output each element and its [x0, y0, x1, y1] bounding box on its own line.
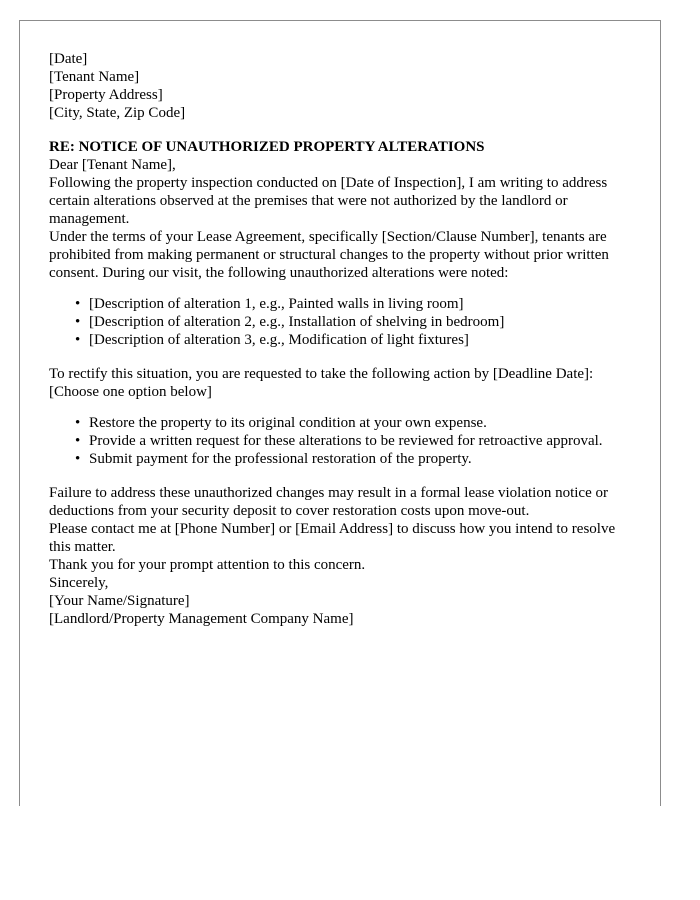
closing: Sincerely,	[49, 575, 109, 591]
list-item	[75, 450, 635, 468]
option-text: Provide a written request for these alterations to be reviewed for retroactive approval.	[89, 433, 603, 449]
list-item	[75, 414, 635, 432]
letter-body	[49, 50, 635, 628]
list-item	[75, 432, 635, 450]
letter-page	[19, 20, 661, 806]
option-text: Restore the property to its original condition at your own expense.	[89, 415, 487, 431]
recipient-city-state-zip: [City, State, Zip Code]	[49, 105, 186, 121]
bullet-icon: •	[75, 296, 81, 312]
list-item	[75, 331, 635, 349]
paragraph-lease-terms: Under the terms of your Lease Agreement, specifically [Section/Clause Number], tenants are prohibited from making permanent or structural changes to the property without prior written consent. During our visit, the following unauthorized alterations were noted:	[49, 229, 609, 281]
list-item	[75, 295, 635, 313]
option-text: Submit payment for the professional restoration of the property.	[89, 451, 472, 467]
paragraph-inspection: Following the property inspection conducted on [Date of Inspection], I am writing to address certain alterations observed at the premises that were not authorized by the landlord or management.	[49, 175, 608, 227]
alteration-text: [Description of alteration 2, e.g., Installation of shelving in bedroom]	[89, 314, 505, 330]
signature-name: [Your Name/Signature]	[49, 593, 190, 609]
bullet-icon: •	[75, 451, 81, 467]
bullet-icon: •	[75, 415, 81, 431]
salutation: Dear [Tenant Name],	[49, 157, 176, 173]
signature-company: [Landlord/Property Management Company Name]	[49, 611, 354, 627]
list-item	[75, 313, 635, 331]
alterations-list	[49, 295, 635, 349]
recipient-name: [Tenant Name]	[49, 69, 140, 85]
alteration-text: [Description of alteration 3, e.g., Modification of light fixtures]	[89, 332, 469, 348]
bullet-icon: •	[75, 433, 81, 449]
recipient-property-address: [Property Address]	[49, 87, 163, 103]
letter-subject: RE: NOTICE OF UNAUTHORIZED PROPERTY ALTERATIONS	[49, 139, 485, 155]
bullet-icon: •	[75, 314, 81, 330]
alteration-text: [Description of alteration 1, e.g., Painted walls in living room]	[89, 296, 464, 312]
letter-date: [Date]	[49, 51, 88, 67]
recipient-address-block	[49, 68, 635, 122]
option-note: [Choose one option below]	[49, 384, 212, 400]
paragraph-action-request: To rectify this situation, you are requested to take the following action by [Deadline Date]:	[49, 366, 594, 382]
paragraph-thanks: Thank you for your prompt attention to this concern.	[49, 557, 366, 573]
signature-block	[49, 592, 635, 628]
paragraph-contact: Please contact me at [Phone Number] or [Email Address] to discuss how you intend to resolve this matter.	[49, 521, 616, 555]
options-list	[49, 414, 635, 468]
bullet-icon: •	[75, 332, 81, 348]
paragraph-consequences: Failure to address these unauthorized changes may result in a formal lease violation notice or deductions from your security deposit to cover restoration costs upon move-out.	[49, 485, 608, 519]
